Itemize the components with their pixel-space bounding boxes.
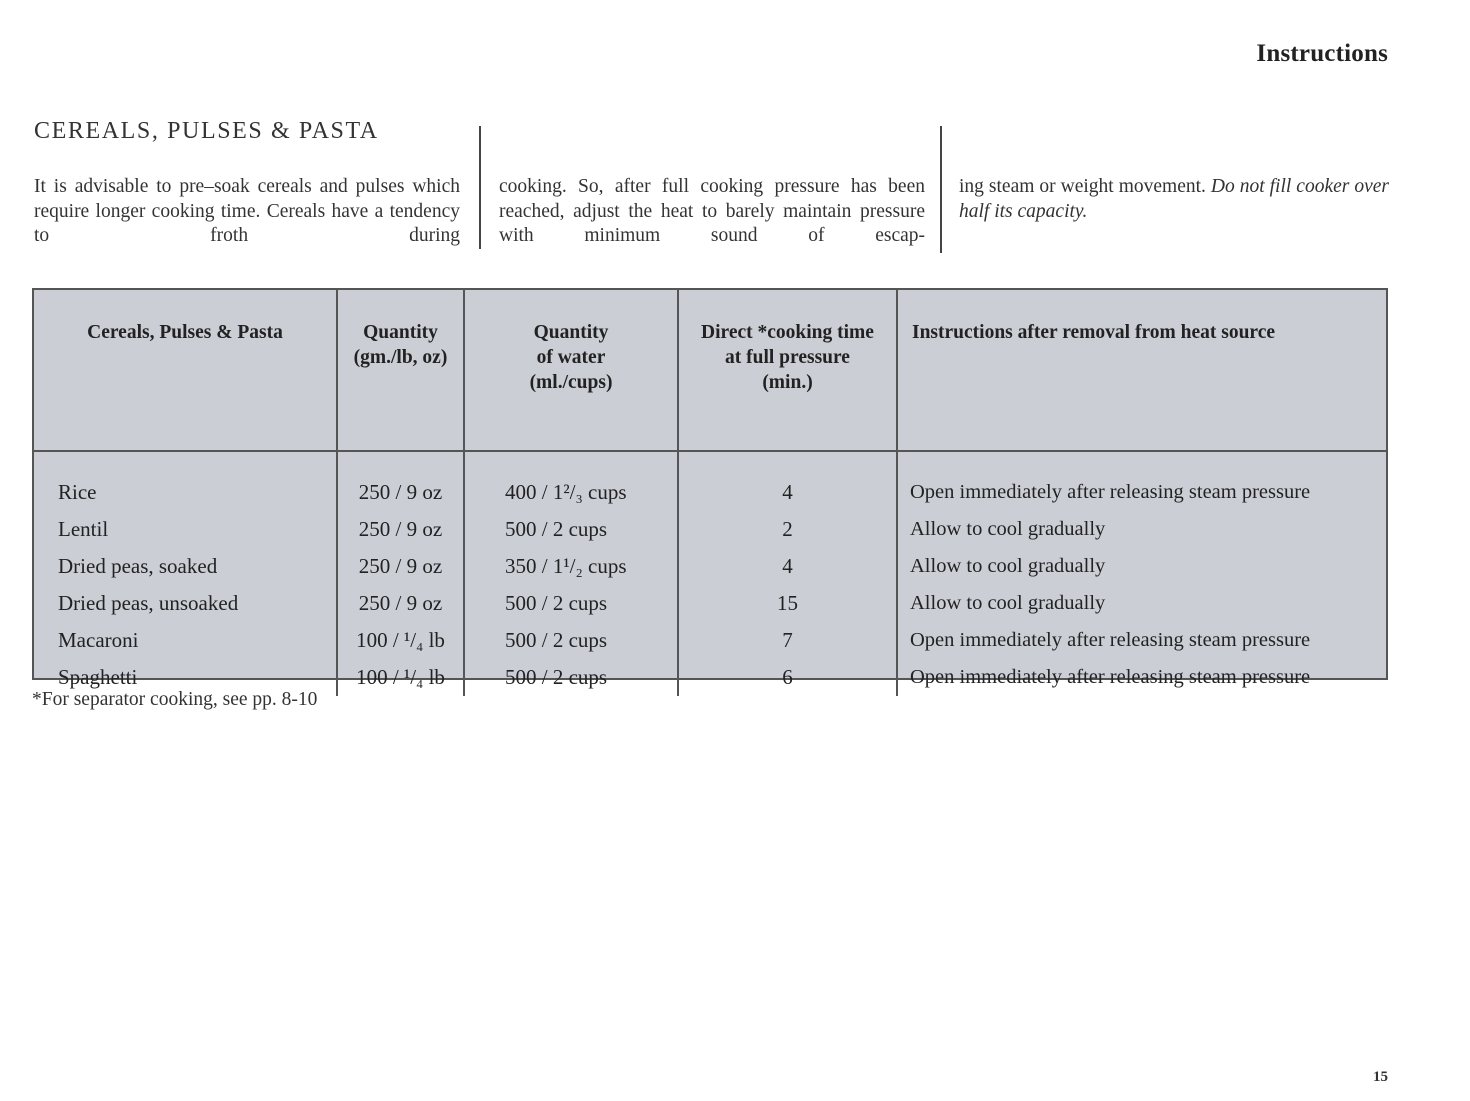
page-number: 15 [1373, 1069, 1388, 1085]
column-cooking-time [678, 451, 897, 696]
table-cell-water: 500 / 2 cups [505, 517, 608, 541]
column-water [464, 451, 678, 696]
column-divider [479, 126, 481, 249]
table-cell-time: 15 [777, 591, 798, 615]
column-instructions [897, 451, 1386, 696]
table-cell-time: 4 [782, 554, 793, 578]
table-cell-time: 6 [782, 665, 793, 689]
header-cooking-time [678, 290, 897, 451]
header-cereals-pulses-pasta: Cereals, Pulses & Pasta [34, 290, 337, 451]
intro-col3-text: ing steam or weight movement. [959, 176, 1211, 197]
header-quantity-line2: (gm./lb, oz) [353, 347, 448, 368]
table-cell-time: 4 [782, 480, 793, 504]
table-cell-time: 2 [782, 517, 793, 541]
header-quantity [337, 290, 464, 451]
table-cell-quantity: 250 / 9 oz [358, 591, 443, 615]
table-cell-water: 500 / 2 cups [505, 628, 608, 652]
table-cell-name: Dried peas, unsoaked [58, 591, 239, 615]
table-cell-water: 500 / 2 cups [505, 591, 608, 615]
table-cell-name: Dried peas, soaked [58, 554, 218, 578]
table-cell-name: Lentil [58, 517, 109, 541]
column-divider [940, 126, 942, 253]
table-cell-water: 400 / 1²/₃ cups [505, 480, 627, 504]
cooking-table [32, 288, 1388, 689]
column-quantity [337, 451, 464, 696]
intro-col3-warning: Do not fill cooker over half its capacity. [959, 176, 1389, 222]
header-water-line1: Quantity [533, 322, 609, 343]
section-title: CEREALS, PULSES & PASTA [34, 118, 379, 144]
header-instructions: Instructions after removal from heat source [897, 290, 1386, 451]
table-cell-quantity: 100 / ¹/₄ lb [356, 665, 445, 689]
intro-paragraph-col2: cooking. So, after full cooking pressure has been reached, adjust the heat to barely maintain pressure with minimum sound of escap- [499, 176, 925, 246]
header-time-line3: (min.) [762, 372, 813, 393]
header-quantity-line1: Quantity [363, 322, 438, 343]
table-header-row [34, 290, 1386, 451]
table-body [34, 451, 1386, 696]
table-cell-water: 350 / 1¹/₂ cups [505, 554, 627, 578]
table-cell-name: Rice [58, 480, 97, 504]
table-cell-quantity: 250 / 9 oz [358, 480, 443, 504]
table-cell-instructions: Allow to cool gradually [910, 555, 1106, 577]
column-names [34, 451, 337, 696]
table-cell-quantity: 250 / 9 oz [358, 517, 443, 541]
header-water-line3: (ml./cups) [529, 372, 613, 393]
header-time-line1: Direct *cooking time [701, 322, 874, 343]
table-cell-quantity: 250 / 9 oz [358, 554, 443, 578]
table-cell-quantity: 100 / ¹/₄ lb [356, 628, 445, 652]
header-water-line2: of water [536, 347, 606, 368]
table-cell-instructions: Open immediately after releasing steam pressure [910, 629, 1311, 651]
header-time-line2: at full pressure [725, 347, 850, 368]
table-cell-name: Macaroni [58, 628, 139, 652]
table-cell-time: 7 [782, 628, 793, 652]
header-quantity-water [464, 290, 678, 451]
table-cell-instructions: Open immediately after releasing steam pressure [910, 481, 1311, 503]
table-cell-instructions: Allow to cool gradually [910, 518, 1106, 540]
intro-paragraph-col1: It is advisable to pre–soak cereals and pulses which require longer cooking time. Cereals have a tendency to froth during [34, 176, 460, 246]
table-cell-instructions: Allow to cool gradually [910, 592, 1106, 614]
intro-paragraph-col3 [959, 175, 1389, 224]
page-header-title: Instructions [1256, 40, 1388, 67]
table-cell-instructions: Open immediately after releasing steam pressure [910, 666, 1311, 688]
table-cell-name: Spaghetti [58, 665, 138, 689]
table-cell-water: 500 / 2 cups [505, 665, 608, 689]
footnote: *For separator cooking, see pp. 8-10 [32, 689, 318, 710]
